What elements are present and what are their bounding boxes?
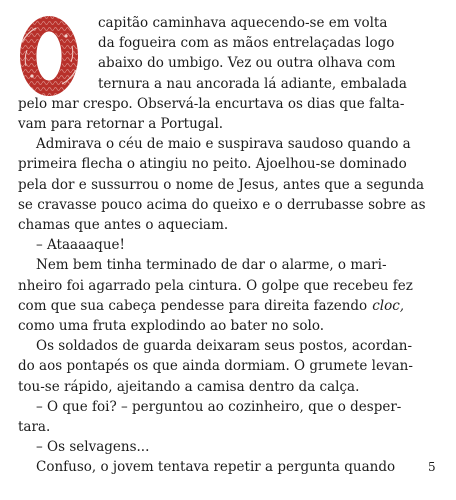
text-line: ternura a nau ancorada lá adiante, embalada	[98, 75, 407, 92]
text-line: Nem bem tinha terminado de dar o alarme, o mari-	[36, 257, 387, 274]
text-line: Admirava o céu de maio e suspirava saudoso quando a	[36, 136, 411, 153]
text-line: capitão caminhava aquecendo-se em volta	[98, 15, 388, 31]
drop-cap-o	[18, 14, 80, 98]
text-line: como uma fruta explodindo ao bater no solo.	[18, 318, 325, 334]
text-line: – Os selvagens...	[36, 439, 150, 456]
text-line: pela dor e sussurrou o nome de Jesus, antes que a segunda	[18, 176, 425, 193]
text-line: primeira flecha o atingiu no peito. Ajoelhou-se dominado	[18, 156, 407, 173]
text-line: abaixo do umbigo. Vez ou outra olhava com	[98, 55, 396, 72]
text-line: – Ataaaaque!	[36, 237, 125, 254]
text-line: tara.	[18, 419, 51, 435]
text-line-with-italic	[18, 297, 405, 315]
text-line: da fogueira com as mãos entrelaçadas logo	[98, 35, 395, 52]
text-line: do aos pontapés os que ainda dormiam. O grumete levan-	[18, 358, 413, 375]
text-line: tou-se rápido, ajeitando a camisa dentro da calça.	[18, 378, 360, 395]
page-number: 5	[428, 460, 436, 475]
text-line: pelo mar crespo. Observá-la encurtava os dias que falta-	[18, 95, 405, 112]
italic-word: cloc,	[372, 297, 405, 314]
text-line: – O que foi? – perguntou ao cozinheiro, que o desper-	[36, 398, 402, 415]
text-line: vam para retornar a Portugal.	[18, 116, 224, 132]
text-line: nheiro foi agarrado pela cintura. O golpe que recebeu fez	[18, 277, 413, 294]
text-segment: com que sua cabeça pendesse para direita fazendo	[18, 297, 368, 314]
text-line: Confuso, o jovem tentava repetir a pergunta quando	[36, 459, 396, 476]
text-line: Os soldados de guarda deixaram seus postos, acordan-	[36, 338, 413, 355]
text-line: se cravasse pouco acima do queixo e o derrubasse sobre as	[18, 196, 426, 213]
text-line: chamas que antes o aqueciam.	[18, 217, 229, 233]
